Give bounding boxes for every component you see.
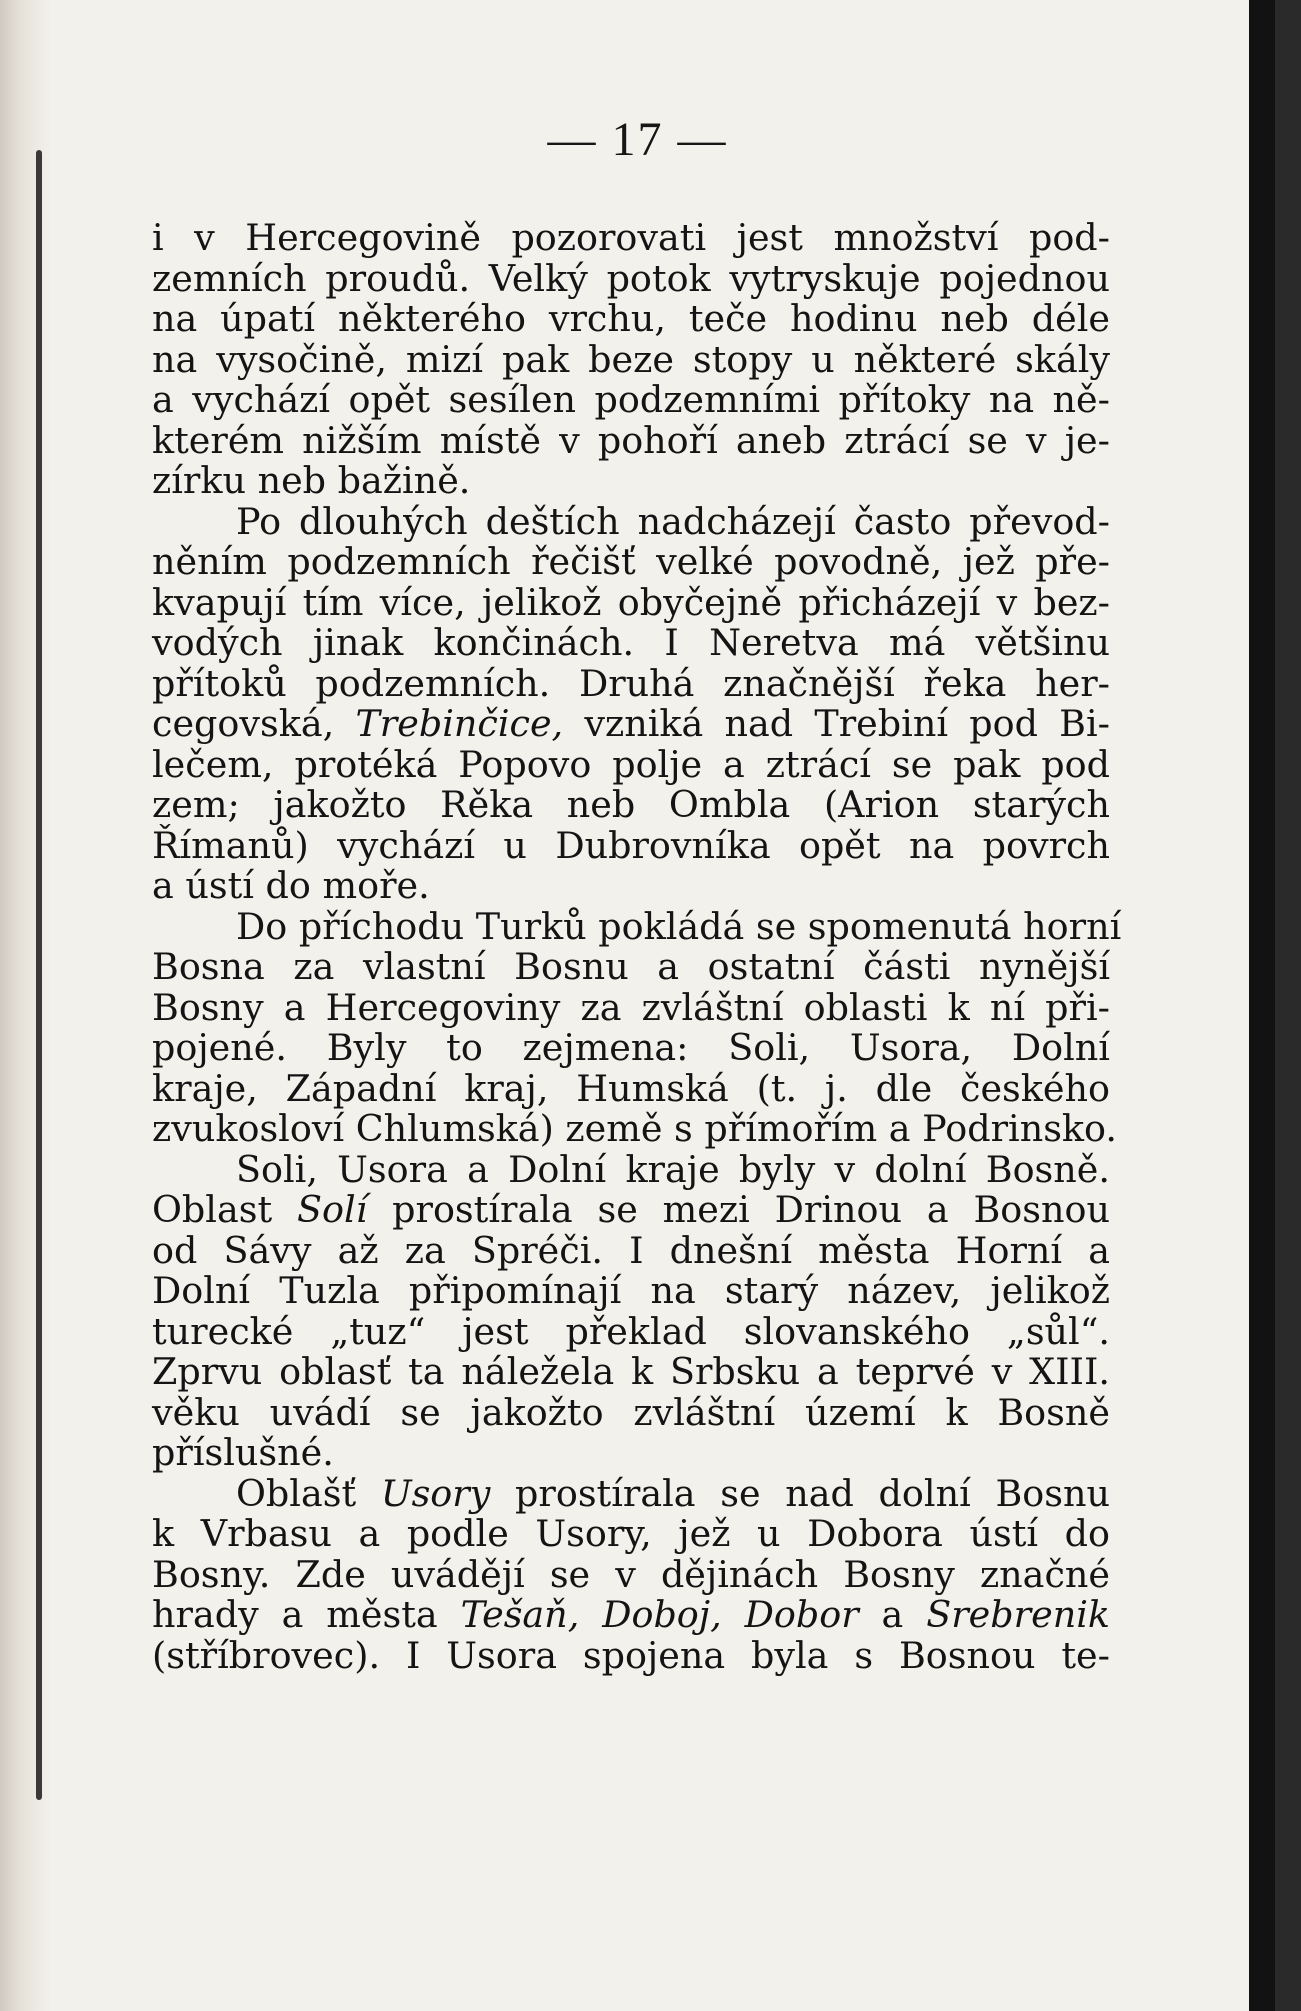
text-segment: prostírala se nad dolní Bosnu	[490, 1471, 1110, 1515]
text-line: Římanů) vychází u Dubrovníka opět na povrch	[152, 823, 1110, 867]
text-segment: Oblašť	[236, 1471, 381, 1515]
text-line	[152, 1190, 1110, 1231]
text-line: vodých jinak končinách. I Neretva má většinu	[152, 621, 1110, 664]
region-name-usora: Usory	[380, 1471, 491, 1515]
text-line: od Sávy až za Spréči. I dnešní města Horní a	[152, 1228, 1110, 1272]
text-line: Soli, Usora a Dolní kraje byly v dolní Bosně.	[236, 1147, 1110, 1191]
text-segment: Oblast	[152, 1188, 297, 1231]
page-number: — 17 —	[547, 113, 728, 166]
text-line: i v Hercegovině pozorovati jest množství pod-	[152, 216, 1110, 259]
text-line: Bosna za vlastní Bosnu a ostatní části nynější	[152, 945, 1110, 988]
river-name-trebincice: Trebinčice,	[355, 702, 564, 745]
text-line: věku uvádí se jakožto zvláštní území k Bosně	[152, 1390, 1110, 1434]
text-segment: prostírala se mezi Drinou a Bosnou	[367, 1188, 1110, 1231]
text-line: Bosny. Zde uvádějí se v dějinách Bosny značné	[152, 1552, 1110, 1596]
text-line: a vychází opět sesílen podzemními přítoky na ně-	[152, 378, 1110, 421]
text-segment: a	[858, 1593, 927, 1636]
text-line	[152, 1471, 1110, 1515]
text-segment: vzniká nad Trebiní pod Bi-	[563, 702, 1110, 745]
body-text	[152, 216, 1122, 1677]
text-line: a ústí do moře.	[152, 864, 430, 907]
region-name-soli: Solí	[296, 1188, 368, 1231]
text-line: Dolní Tuzla připomínají na starý název, jelikož	[152, 1269, 1110, 1312]
text-line: zírku neb bažině.	[152, 459, 471, 502]
town-names: Tešaň, Doboj, Dobor	[460, 1593, 859, 1636]
text-line: k Vrbasu a podle Usory, jež u Dobora ústí do	[152, 1512, 1110, 1555]
page-binding-shadow	[0, 0, 52, 2011]
text-line: kvapují tím více, jelikož obyčejně přicházejí v bez-	[152, 580, 1110, 624]
text-line	[152, 1595, 1110, 1636]
text-line: Do příchodu Turků pokládá se spomenutá horní	[236, 904, 1122, 948]
page-edge-shadow	[1249, 0, 1275, 2011]
text-line: zem; jakožto Rěka neb Ombla (Arion starých	[152, 783, 1110, 826]
text-segment: cegovská,	[152, 702, 356, 745]
text-line: na úpatí některého vrchu, teče hodinu neb déle	[152, 297, 1110, 340]
text-line: příslušné.	[152, 1431, 334, 1474]
text-line: přítoků podzemních. Druhá značnější řeka her-	[152, 661, 1110, 705]
text-line	[152, 704, 1110, 745]
text-line: na vysočině, mizí pak beze stopy u některé skály	[152, 337, 1110, 381]
text-line: pojené. Byly to zejmena: Soli, Usora, Dolní	[152, 1026, 1110, 1069]
text-line: lečem, protéká Popovo polje a ztrácí se pak pod	[152, 742, 1110, 786]
text-segment: hrady a města	[152, 1593, 461, 1636]
text-line: (stříbrovec). I Usora spojena byla s Bosnou te-	[152, 1633, 1110, 1677]
text-line: Po dlouhých deštích nadcházejí často převod-	[236, 499, 1110, 543]
town-name-srebrenik: Srebrenik	[926, 1593, 1110, 1636]
text-line: Zprvu oblasť ta náležela k Srbsku a teprvé v XIII.	[152, 1350, 1110, 1393]
text-line: turecké „tuz“ jest překlad slovanského „sůl“.	[152, 1309, 1110, 1353]
text-line: zemních proudů. Velký potok vytryskuje pojednou	[152, 256, 1110, 300]
text-line: kterém nižším místě v pohoří aneb ztrácí se v je-	[152, 418, 1110, 462]
text-line: něním podzemních řečišť velké povodně, jež pře-	[152, 540, 1110, 583]
text-line: zvukosloví Chlumská) země s přímořím a Podrinsko.	[152, 1107, 1117, 1150]
text-line: kraje, Západní kraj, Humská (t. j. dle českého	[152, 1066, 1110, 1110]
text-line: Bosny a Hercegoviny za zvláštní oblasti k ní při-	[152, 985, 1110, 1029]
binding-edge-line	[36, 150, 42, 1800]
